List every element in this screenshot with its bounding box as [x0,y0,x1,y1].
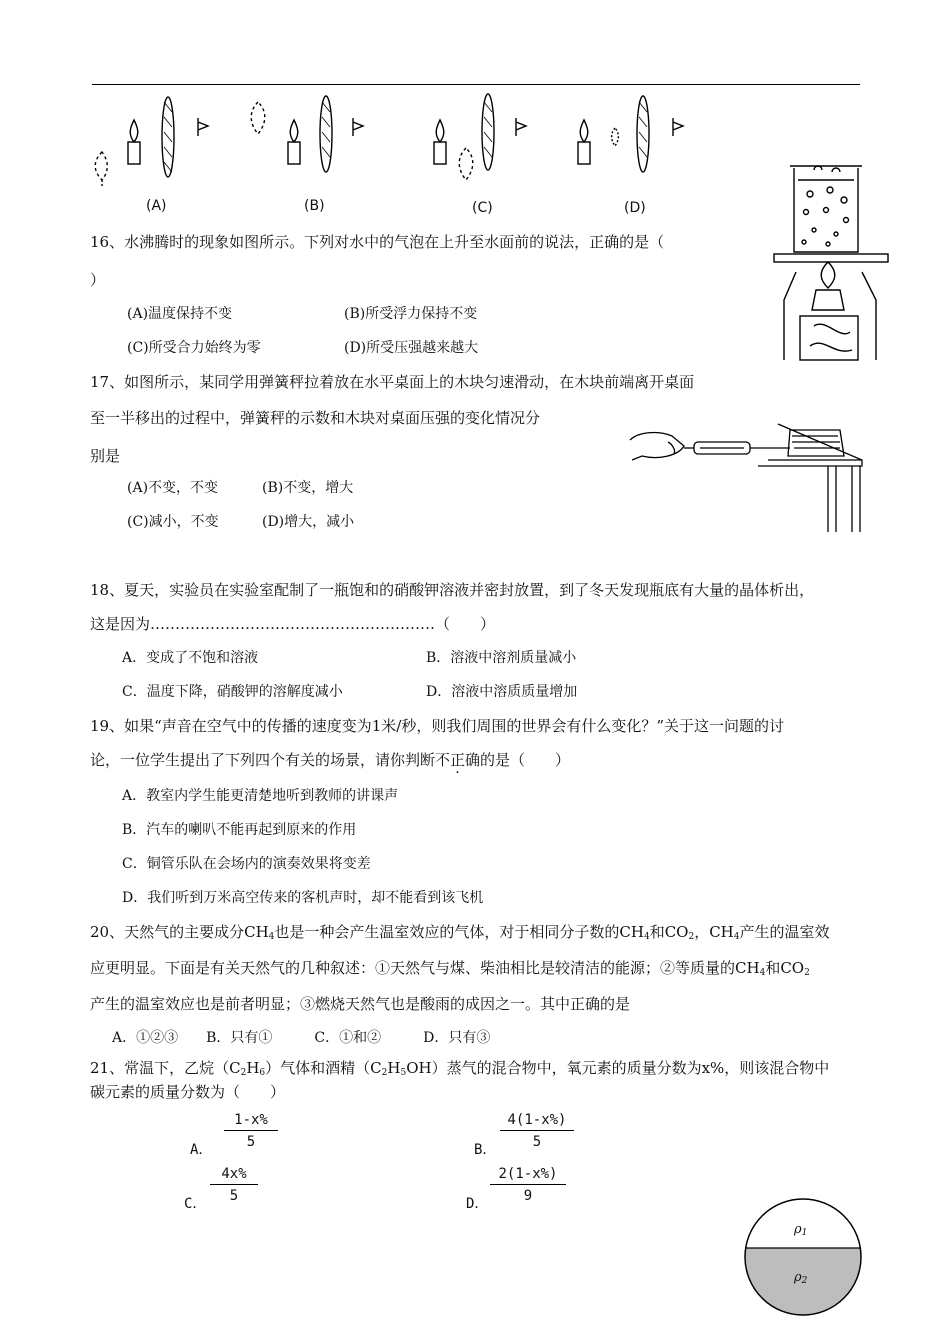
q18-option-c: C．温度下降，硝酸钾的溶解度减小 [122,684,343,700]
rho-1-label: $\rho_1$ [794,1222,808,1238]
q20-stem-line1: 20、天然气的主要成分$CH_4$也是一种会产生温室效应的气体，对于相同分子数的$CH_4$和$CO_2$，$CH_4$产生的温室效 [90,923,830,942]
q18-option-a: A．变成了不饱和溶液 [122,650,259,666]
q21-b-denominator: 5 [532,1134,542,1150]
panel-b-image [251,102,265,134]
q21-option-b-fraction [500,1112,574,1150]
q17-option-c: (C)减小，不变 [127,514,219,530]
rho-2-label: $\rho_2$ [794,1270,808,1286]
q16-option-a: (A)温度保持不变 [127,306,233,322]
q21-stem-line1: 21、常温下，乙烷$(C_2H_6)$气体和酒精$(C_2H_5OH)$蒸气的混合物中，氧元素的质量分数为x%，则该混合物中 [90,1059,830,1078]
panel-c-lens [482,94,494,170]
q21-b-numerator: 4(1-x%) [500,1112,574,1131]
panel-a-eye [198,118,208,136]
q21-option-d-fraction [490,1166,566,1204]
panel-d-candle [578,142,590,164]
q17-stem-line1: 17、如图所示，某同学用弹簧秤拉着放在水平桌面上的木块匀速滑动，在木块前端离开桌面 [90,373,695,391]
q21-option-a-fraction [224,1112,278,1150]
q19-option-c: C．铜管乐队在会场内的演奏效果将变差 [122,856,371,872]
panel-d-eye [673,118,683,136]
panel-d-image [612,128,619,146]
q21-d-numerator: 2(1-x%) [490,1166,566,1185]
q20-options: A．①②③ B．只有① C．①和② D．只有③ [112,1030,491,1046]
q19-stem-line1: 19、如果“声音在空气中的传播的速度变为1米/秒，则我们周围的世界会有什么变化？”关于这一问题的讨 [90,717,785,735]
lens-label-b: (B) [304,198,325,214]
q19-stem-line2 [90,750,570,770]
q16-option-d: (D)所受压强越来越大 [344,340,479,356]
q20-stem-line2: 应更明显。下面是有关天然气的几种叙述：①天然气与煤、柴油相比是较清洁的能源；②等质量的$CH_4$和$CO_2$ [90,959,810,978]
q21-option-c-label: C． [184,1196,207,1212]
q16-stem-line1: 16、水沸腾时的现象如图所示。下列对水中的气泡在上升至水面前的说法，正确的是（ [90,233,665,251]
q21-c-numerator: 4x% [210,1166,258,1185]
q17-stem-line3: 别是 [90,447,121,465]
lens-label-a: (A) [146,198,167,214]
panel-c-candle [434,142,446,164]
header-rule [92,84,860,85]
q19-option-d: D．我们听到万米高空传来的客机声时，却不能看到该飞机 [122,890,484,906]
q18-option-d: D．溶液中溶质质量增加 [426,684,578,700]
q21-a-denominator: 5 [246,1134,256,1150]
lens-label-d: (D) [624,200,646,216]
q21-d-denominator: 9 [523,1188,533,1204]
panel-b-candle [288,142,300,164]
q16-stem-line2: ） [90,271,106,289]
q21-a-numerator: 1-x% [224,1112,278,1131]
q17-stem-line2: 至一半移出的过程中，弹簧秤的示数和木块对桌面压强的变化情况分 [90,409,541,427]
q21-option-d-label: D． [466,1196,489,1212]
q19-emphasis: 不正确 [435,751,481,769]
q17-option-b: (B)不变，增大 [262,480,354,496]
panel-c-image [459,148,473,180]
q17-option-a: (A)不变，不变 [127,480,219,496]
q18-stem-line1: 18、夏天，实验员在实验室配制了一瓶饱和的硝酸钾溶液并密封放置，到了冬天发现瓶底有大量的晶体析出， [90,581,815,599]
panel-b-eye [353,118,363,136]
q21-option-a-label: A． [190,1142,213,1158]
q19-stem-line2-a: 论，一位学生提出了下列四个有关的场景，请你判断 [90,751,436,769]
two-liquid-sphere-figure [742,1196,864,1318]
q21-c-denominator: 5 [229,1188,239,1204]
q19-option-a: A．教室内学生能更清楚地听到教师的讲课声 [122,788,399,804]
q19-option-b: B．汽车的喇叭不能再起到原来的作用 [122,822,357,838]
q21-option-b-label: B． [474,1142,497,1158]
q16-option-b: (B)所受浮力保持不变 [344,306,478,322]
spring-scale-figure [628,420,864,534]
q18-option-b: B．溶液中溶剂质量减小 [426,650,577,666]
lens-label-c: (C) [472,200,493,216]
q21-stem-line2: 碳元素的质量分数为（ ） [90,1083,286,1101]
panel-a-image [95,152,107,180]
q20-stem-line3: 产生的温室效应也是前者明显；③燃烧天然气也是酸雨的成因之一。其中正确的是 [90,995,631,1013]
q17-option-d: (D)增大，减小 [262,514,355,530]
q19-stem-line2-c: 的是（ ） [480,751,571,769]
q21-option-c-fraction [210,1166,258,1204]
panel-c-eye [516,118,526,136]
panel-a-candle [128,120,140,164]
q18-stem-line2: 这是因为…………………………………………………（ ） [90,615,496,633]
boiling-water-figure [770,160,892,364]
q16-option-c: (C)所受合力始终为零 [127,340,261,356]
lens-candle-figure [88,92,708,222]
